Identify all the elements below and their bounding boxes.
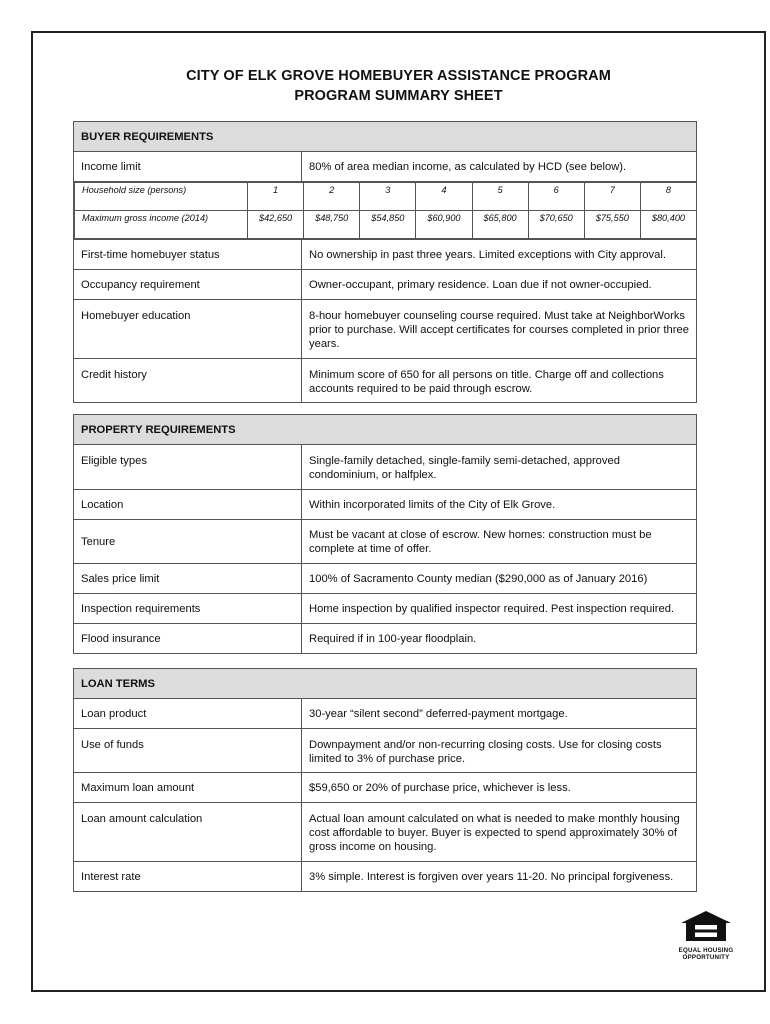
table-row (74, 270, 697, 300)
row-label: Interest rate (74, 862, 302, 892)
row-value: Single-family detached, single-family semi-detached, approved condominium, or halfplex. (302, 445, 697, 490)
row-label: Sales price limit (74, 564, 302, 594)
household-size-cell: 1 (248, 183, 304, 211)
row-value: 3% simple. Interest is forgiven over years 11-20. No principal forgiveness. (302, 862, 697, 892)
table-row (74, 520, 697, 564)
table-row (74, 152, 697, 182)
household-size-cell: 3 (360, 183, 416, 211)
table-row (74, 699, 697, 729)
row-value: 80% of area median income, as calculated by HCD (see below). (302, 152, 697, 182)
table-row (74, 445, 697, 490)
section-header-loan: LOAN TERMS (74, 669, 697, 699)
row-value: No ownership in past three years. Limited exceptions with City approval. (302, 240, 697, 270)
equal-housing-logo (678, 910, 734, 961)
table-row (74, 240, 697, 270)
household-size-cell: 6 (528, 183, 584, 211)
row-label: Location (74, 490, 302, 520)
row-value: Home inspection by qualified inspector required. Pest inspection required. (302, 594, 697, 624)
household-size-cell: 5 (472, 183, 528, 211)
max-income-cell: $75,550 (584, 211, 640, 239)
max-income-label: Maximum gross income (2014) (75, 211, 248, 239)
household-income-row (74, 182, 697, 240)
table-row (74, 624, 697, 654)
logo-line-2: OPPORTUNITY (682, 954, 730, 961)
row-value: Owner-occupant, primary residence. Loan due if not owner-occupied. (302, 270, 697, 300)
household-size-cell: 4 (416, 183, 472, 211)
row-value: 30-year “silent second” deferred-payment mortgage. (302, 699, 697, 729)
row-value: 100% of Sacramento County median ($290,000 as of January 2016) (302, 564, 697, 594)
row-label: Homebuyer education (74, 300, 302, 359)
table-row (74, 773, 697, 803)
table-row (74, 862, 697, 892)
row-label: Tenure (74, 520, 302, 564)
section-header-buyer: BUYER REQUIREMENTS (74, 122, 697, 152)
title-line-2: PROGRAM SUMMARY SHEET (294, 88, 503, 104)
table-row (74, 729, 697, 773)
row-label: Occupancy requirement (74, 270, 302, 300)
row-label: Flood insurance (74, 624, 302, 654)
row-value: 8-hour homebuyer counseling course required. Must take at NeighborWorks prior to purchase. Will accept certificates for courses completed in prior three years. (302, 300, 697, 359)
household-size-cell: 7 (584, 183, 640, 211)
row-value: Must be vacant at close of escrow. New homes: construction must be complete at time of offer. (302, 520, 697, 564)
row-label: Maximum loan amount (74, 773, 302, 803)
section-header-property: PROPERTY REQUIREMENTS (74, 415, 697, 445)
property-requirements-table (73, 414, 697, 654)
table-row (74, 803, 697, 862)
row-label: Loan product (74, 699, 302, 729)
page-title (31, 66, 766, 106)
loan-terms-table (73, 668, 697, 892)
row-label: Eligible types (74, 445, 302, 490)
row-label: Use of funds (74, 729, 302, 773)
row-label: First-time homebuyer status (74, 240, 302, 270)
table-row (74, 359, 697, 403)
house-icon (678, 910, 734, 942)
max-income-cell: $54,850 (360, 211, 416, 239)
row-value: Minimum score of 650 for all persons on title. Charge off and collections accounts required to be paid through escrow. (302, 359, 697, 403)
household-income-table (74, 182, 696, 239)
row-label: Income limit (74, 152, 302, 182)
buyer-requirements-table (73, 121, 697, 403)
max-income-cell: $48,750 (304, 211, 360, 239)
table-row (74, 490, 697, 520)
max-income-cell: $65,800 (472, 211, 528, 239)
row-label: Inspection requirements (74, 594, 302, 624)
household-size-row (75, 183, 697, 211)
row-value: Actual loan amount calculated on what is needed to make monthly housing cost affordable to buyer. Buyer is expected to spend approximately 30% of gross income on housing. (302, 803, 697, 862)
table-row (74, 564, 697, 594)
row-value: Within incorporated limits of the City of Elk Grove. (302, 490, 697, 520)
max-income-row (75, 211, 697, 239)
row-value: $59,650 or 20% of purchase price, whichever is less. (302, 773, 697, 803)
row-value: Downpayment and/or non-recurring closing costs. Use for closing costs limited to 3% of purchase price. (302, 729, 697, 773)
table-row (74, 594, 697, 624)
max-income-cell: $42,650 (248, 211, 304, 239)
household-size-cell: 8 (640, 183, 696, 211)
max-income-cell: $60,900 (416, 211, 472, 239)
row-value: Required if in 100-year floodplain. (302, 624, 697, 654)
max-income-cell: $70,650 (528, 211, 584, 239)
household-size-label: Household size (persons) (75, 183, 248, 211)
title-line-1: CITY OF ELK GROVE HOMEBUYER ASSISTANCE PROGRAM (186, 68, 611, 84)
row-label: Loan amount calculation (74, 803, 302, 862)
logo-line-1: EQUAL HOUSING (678, 947, 734, 954)
table-row (74, 300, 697, 359)
max-income-cell: $80,400 (640, 211, 696, 239)
row-label: Credit history (74, 359, 302, 403)
household-size-cell: 2 (304, 183, 360, 211)
